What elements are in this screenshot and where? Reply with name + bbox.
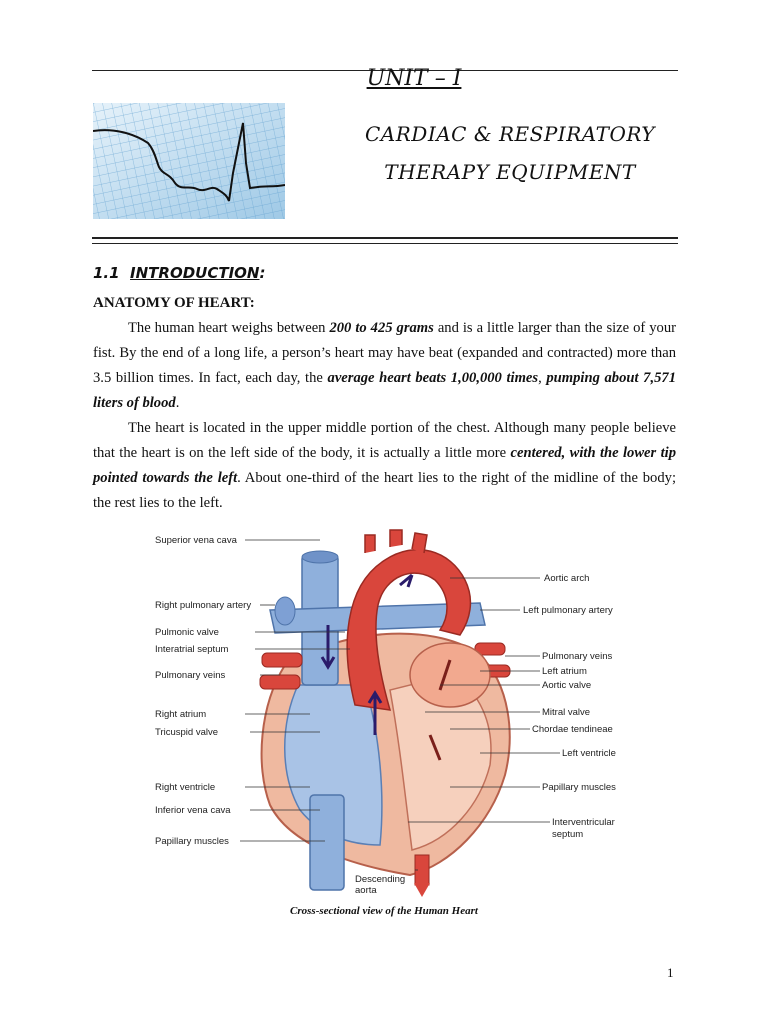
label-mitral-valve: Mitral valve — [542, 707, 591, 718]
p1-text-2: and is a little larger than the size of your fist. By the end of a long life, a person’s heart may have beat (expanded and contracted) more than 3.5 billion times. In fact, each day, the — [93, 320, 676, 386]
p1-text-3: , — [538, 370, 547, 386]
label-superior-vena-cava: Superior vena cava — [155, 535, 237, 546]
p1-text-1: The human heart weighs between — [128, 320, 330, 336]
p2-bold-centered: centered, with the lower tip pointed towards the left — [93, 445, 677, 486]
label-pulmonic-valve: Pulmonic valve — [155, 627, 219, 638]
paragraph-weight — [93, 316, 676, 416]
heart-diagram — [150, 525, 625, 900]
label-aortic-valve: Aortic valve — [542, 680, 592, 691]
label-left-atrium: Left atrium — [542, 666, 587, 677]
section-title: INTRODUCTION — [130, 264, 260, 282]
label-tricuspid-valve: Tricuspid valve — [155, 727, 219, 738]
section-number: 1.1 — [93, 264, 120, 282]
label-septum: septum — [552, 829, 584, 840]
label-aortic-arch: Aortic arch — [544, 573, 590, 584]
label-interventricular: Interventricular — [552, 817, 615, 828]
label-papillary-muscles-right: Papillary muscles — [542, 782, 616, 793]
section-colon: : — [259, 264, 266, 282]
label-inferior-vena-cava: Inferior vena cava — [155, 805, 231, 816]
p1-text-4: . — [175, 395, 180, 411]
label-interatrial-septum: Interatrial septum — [155, 644, 229, 655]
unit-title: UNIT – I — [366, 66, 462, 91]
main-title-line1: CARDIAC & RESPIRATORY — [364, 122, 655, 146]
page-number: 1 — [667, 965, 674, 980]
heart-illustration — [260, 530, 510, 897]
label-papillary-muscles-left: Papillary muscles — [155, 836, 229, 847]
header-rule-thick — [92, 237, 678, 239]
label-aorta: aorta — [355, 885, 377, 896]
label-chordae-tendineae: Chordae tendineae — [532, 724, 613, 735]
main-title-line2: THERAPY EQUIPMENT — [384, 160, 636, 184]
label-pulmonary-veins-left: Pulmonary veins — [542, 651, 613, 662]
subheading-anatomy: ANATOMY OF HEART: — [93, 295, 255, 311]
label-right-atrium: Right atrium — [155, 709, 207, 720]
p1-bold-beats: average heart beats 1,00,000 times — [327, 370, 539, 386]
p2-text-1: The heart is located in the upper middle portion of the chest. Although many people believe that the heart is on the left side of the body, it is actually a little more — [93, 420, 676, 461]
label-left-ventricle: Left ventricle — [562, 748, 616, 759]
header-rule-thin — [92, 243, 678, 244]
section-heading — [93, 264, 265, 282]
p2-text-2: . About one-third of the heart lies to the right of the midline of the body; the rest lies to the left. — [93, 470, 676, 511]
p1-bold-blood: pumping about 7,571 liters of blood — [93, 370, 677, 411]
ecg-image — [93, 103, 285, 219]
label-descending: Descending — [355, 874, 406, 885]
label-right-ventricle: Right ventricle — [155, 782, 216, 793]
label-pulmonary-veins-right: Pulmonary veins — [155, 670, 226, 681]
p1-bold-weight: 200 to 425 grams — [329, 320, 434, 336]
figure-caption: Cross-sectional view of the Human Heart — [290, 905, 478, 917]
paragraph-location — [93, 416, 676, 516]
label-right-pulmonary-artery: Right pulmonary artery — [155, 600, 252, 611]
label-left-pulmonary-artery: Left pulmonary artery — [523, 605, 613, 616]
